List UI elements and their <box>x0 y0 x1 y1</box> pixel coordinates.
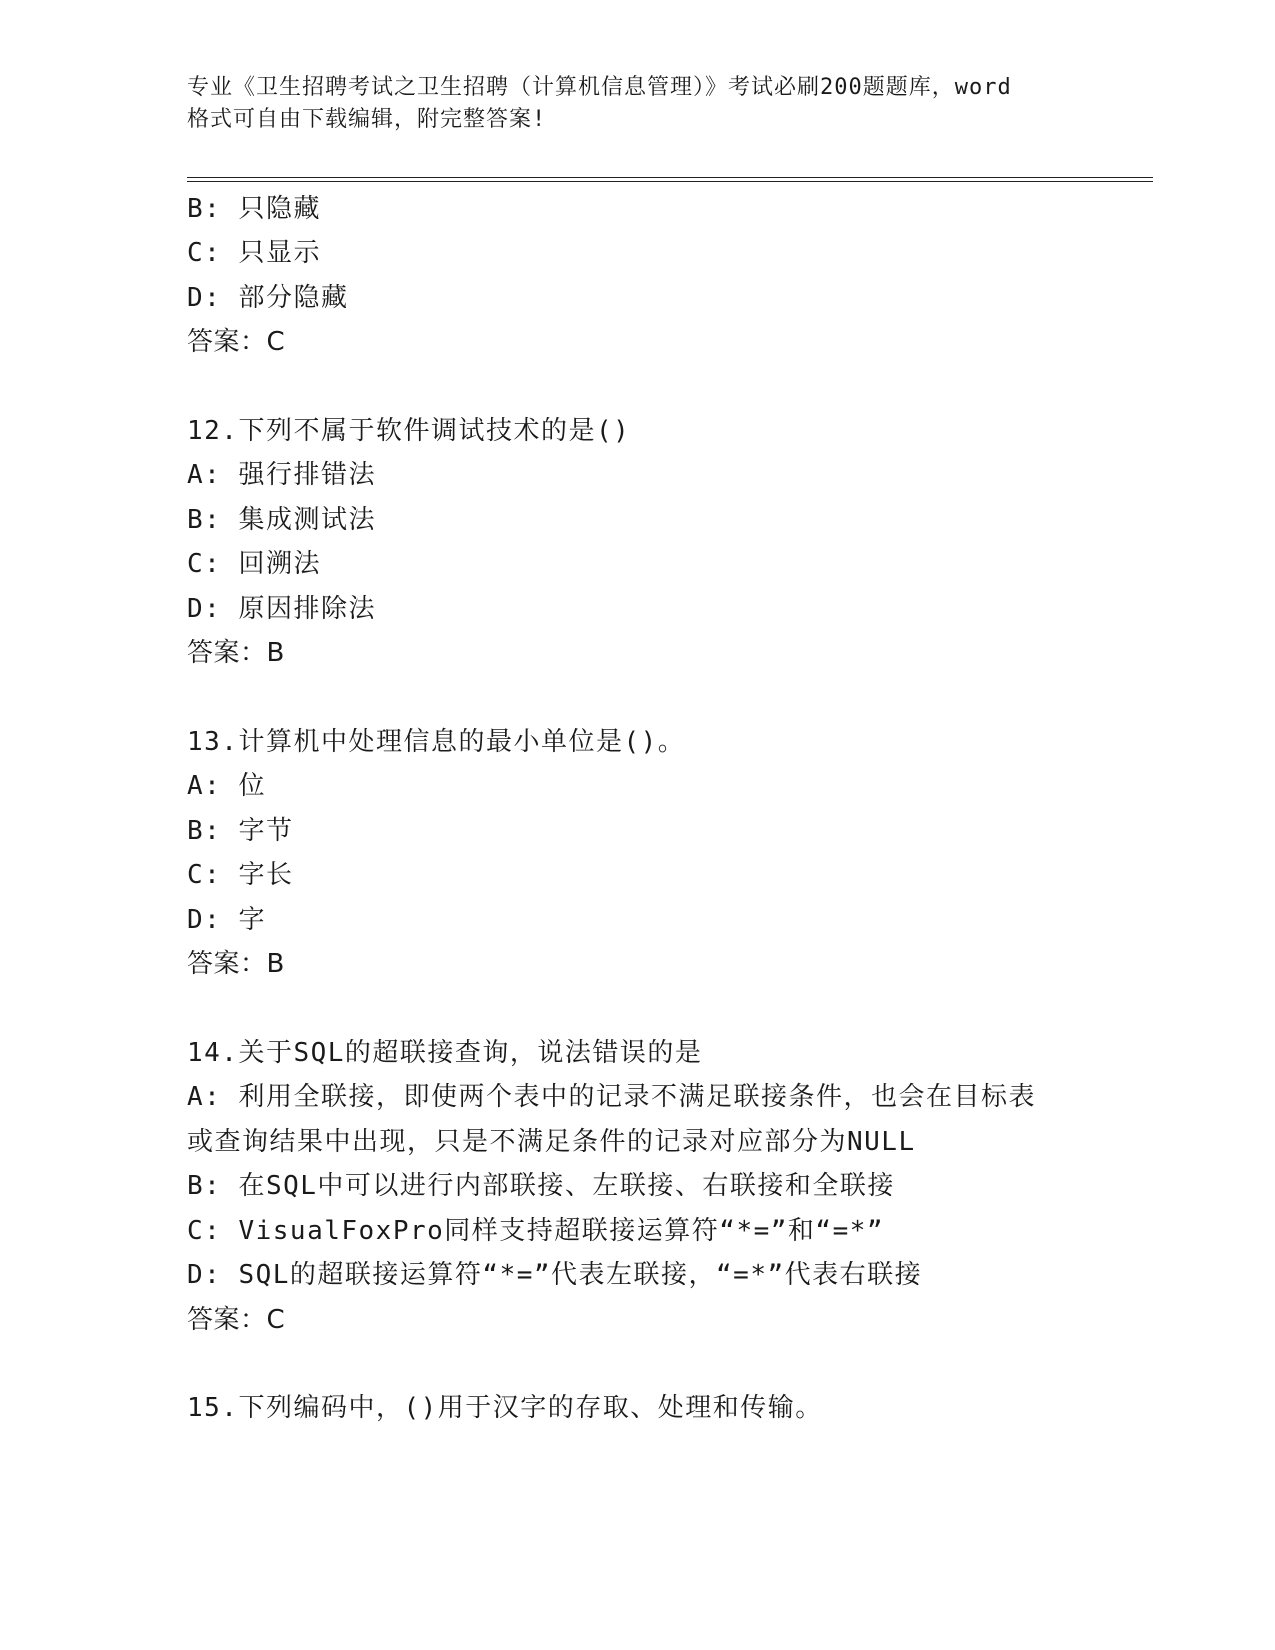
q11-option-c: C: 只显示 <box>187 238 321 268</box>
q11-answer: 答案：C <box>187 327 286 357</box>
q15-stem: 15.下列编码中，()用于汉字的存取、处理和传输。 <box>187 1393 823 1423</box>
q13-option-d: D: 字 <box>187 905 266 935</box>
document-header <box>187 72 1087 136</box>
q12-answer: 答案：B <box>187 638 285 668</box>
header-rule-bottom <box>187 181 1153 182</box>
q14-option-b: B: 在SQL中可以进行内部联接、左联接、右联接和全联接 <box>187 1171 895 1201</box>
q14-stem: 14.关于SQL的超联接查询，说法错误的是 <box>187 1038 703 1068</box>
q14-answer: 答案：C <box>187 1305 286 1335</box>
q14-option-d: D: SQL的超联接运算符“*=”代表左联接，“=*”代表右联接 <box>187 1260 923 1290</box>
q11-option-b: B: 只隐藏 <box>187 194 321 224</box>
q13-option-a: A: 位 <box>187 771 266 801</box>
q13-option-c: C: 字长 <box>187 860 294 890</box>
q13-stem: 13.计算机中处理信息的最小单位是()。 <box>187 727 686 757</box>
header-line-1: 专业《卫生招聘考试之卫生招聘（计算机信息管理）》考试必刷200题题库，word <box>187 75 1012 100</box>
q14-option-a-line-1: A: 利用全联接，即使两个表中的记录不满足联接条件，也会在目标表 <box>187 1082 1036 1112</box>
q14-option-c: C: VisualFoxPro同样支持超联接运算符“*=”和“=*” <box>187 1216 885 1246</box>
q12-option-d: D: 原因排除法 <box>187 594 376 624</box>
q14-option-a-line-2: 或查询结果中出现，只是不满足条件的记录对应部分为NULL <box>187 1127 916 1157</box>
q12-option-a: A: 强行排错法 <box>187 460 376 490</box>
header-line-2: 格式可自由下载编辑，附完整答案! <box>187 107 547 132</box>
q13-option-b: B: 字节 <box>187 816 294 846</box>
header-rule-top <box>187 177 1153 178</box>
q12-option-c: C: 回溯法 <box>187 549 321 579</box>
q12-stem: 12.下列不属于软件调试技术的是() <box>187 416 631 446</box>
q13-answer: 答案：B <box>187 949 285 979</box>
q12-option-b: B: 集成测试法 <box>187 505 376 535</box>
q11-option-d: D: 部分隐藏 <box>187 283 349 313</box>
